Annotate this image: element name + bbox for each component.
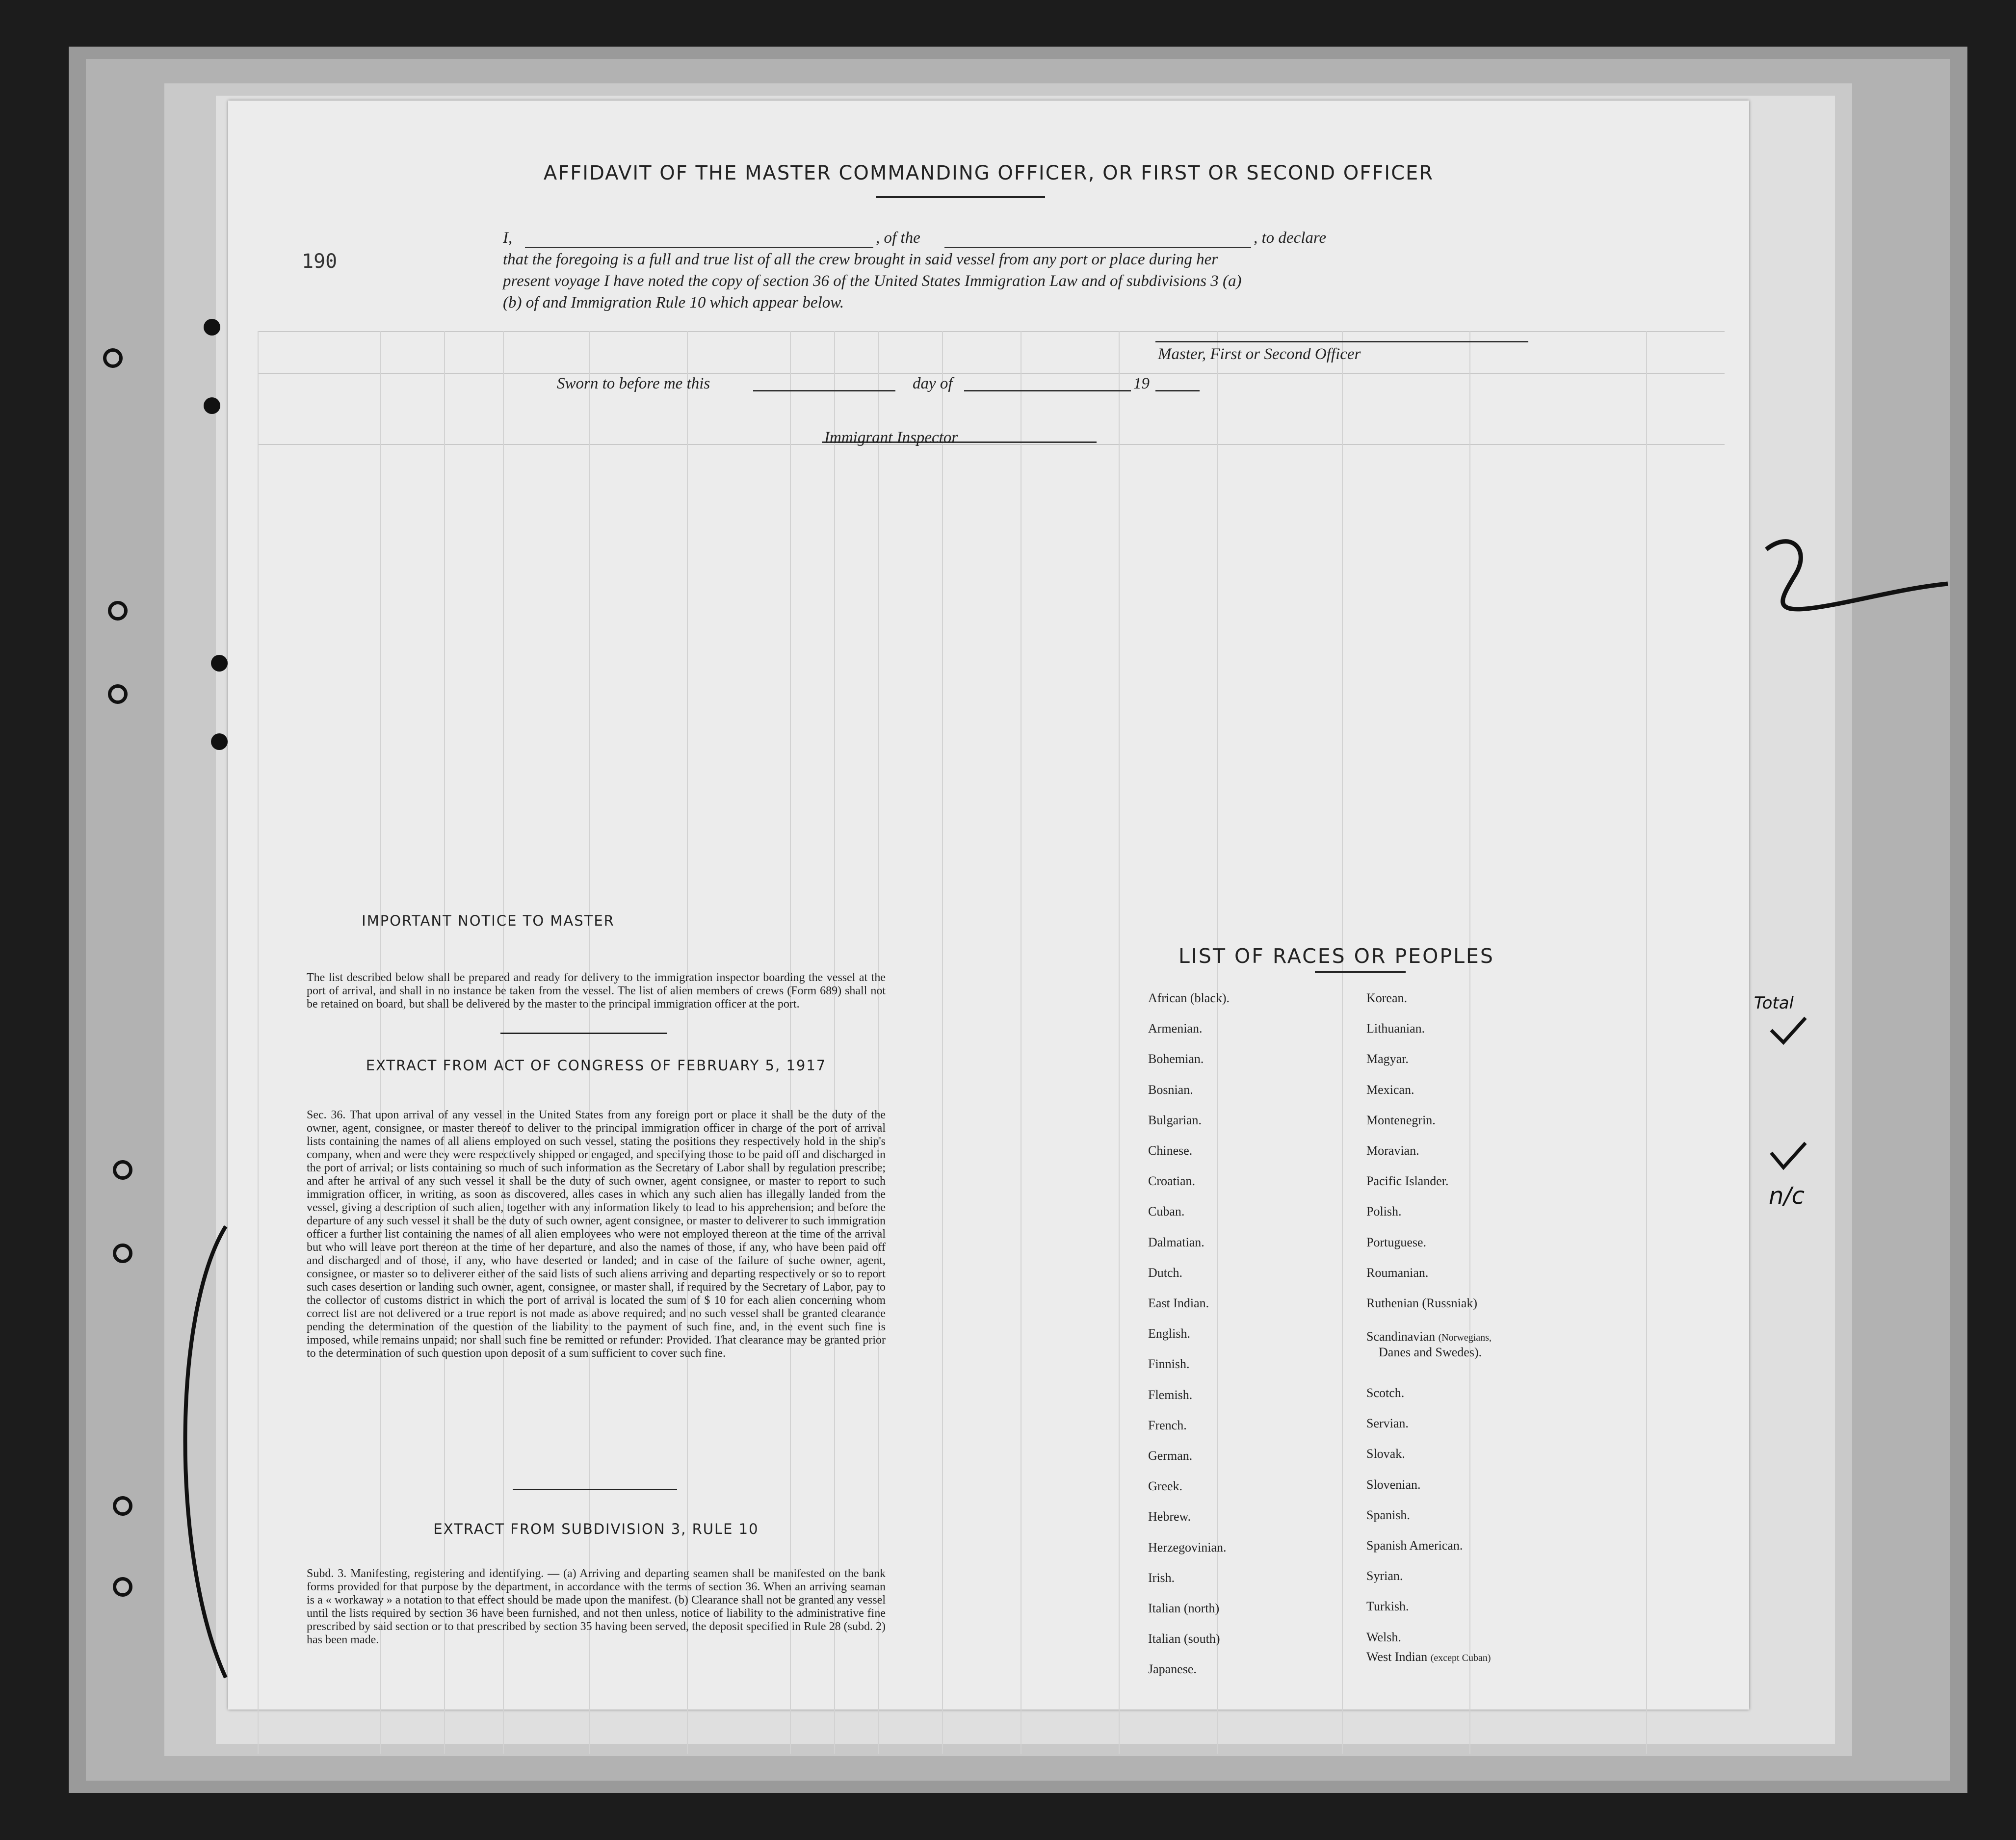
rule-extract-text: Subd. 3. Manifesting, registering and identifying. — (a) Arriving and departing seamen shall be manifested on the bank forms provided for that purpose by the department, in accordance with the terms of section 36. When an arriving seaman is a « workaway » a notation to that effect should be made upon the manifest. (b) Clearance shall not be granted any vessel until the lists required by section 36 have been furnished, and not then unless, notice of liability to the administrative fine prescribed by said section or to that prescribed by section 35 having been served, the deposit specified in Rule 28 (subd. 2) has been made. [307,1567,886,1646]
race-item: Moravian. [1366,1143,1419,1158]
sworn-month-field[interactable] [964,390,1131,391]
race-item: English. [1148,1326,1190,1341]
race-scandinavian-line-2: Danes and Swedes). [1379,1345,1482,1359]
race-item: Herzegovinian. [1148,1540,1227,1555]
race-item: Dutch. [1148,1265,1183,1280]
stamp-number: 190 [302,250,338,273]
punch-hole [113,1160,132,1180]
ghost-column-rule [942,331,943,1754]
ghost-column-rule [1342,331,1343,1754]
vessel-name-field[interactable] [944,247,1251,248]
ghost-table-rule [258,444,1725,445]
race-scandinavian-label: Scandinavian [1366,1329,1436,1344]
race-item: Finnish. [1148,1357,1190,1372]
punch-hole [211,733,228,750]
race-item: Flemish. [1148,1387,1193,1402]
race-item: French. [1148,1418,1187,1432]
race-item: Japanese. [1148,1662,1197,1677]
race-item: Scotch. [1366,1386,1405,1400]
races-title-underline [1315,971,1406,973]
race-item: Bulgarian. [1148,1113,1202,1127]
punch-hole [103,348,123,368]
race-item: Pacific Islander. [1366,1174,1449,1189]
punch-hole [204,397,220,414]
affidavit-line-1 [503,227,1720,251]
race-item: Slovenian. [1366,1477,1421,1492]
race-item: Welsh. [1366,1630,1401,1644]
day-of-label: day of [913,375,953,392]
race-item: Spanish. [1366,1507,1410,1522]
section-divider [500,1033,667,1034]
affidavit-line-3: present voyage I have noted the copy of section 36 of the United States Immigration Law and of subdivisions 3 (a) [503,272,1242,290]
race-item: Armenian. [1148,1021,1203,1036]
affidavit-i: I, [503,229,513,247]
race-item: Dalmatian. [1148,1235,1204,1249]
affidavit-to-declare: , to declare [1254,229,1327,247]
race-item: Polish. [1366,1204,1402,1219]
punch-hole [204,319,220,336]
ghost-column-rule [790,331,791,1754]
affidavit-of-the: , of the [876,229,920,247]
race-item: Magyar. [1366,1052,1409,1066]
ghost-column-rule [258,331,259,1754]
section-divider [513,1489,677,1490]
punch-hole [108,684,128,704]
race-item: German. [1148,1449,1193,1463]
total-label: Total [1754,993,1794,1013]
races-title: LIST OF RACES OR PEOPLES [1178,944,1494,968]
affidavit-line-4: (b) of and Immigration Rule 10 which appear below. [503,294,844,311]
master-signature-label: Master, First or Second Officer [1158,345,1361,363]
act-extract-text: Sec. 36. That upon arrival of any vessel in the United States from any foreign port or place it shall be the duty of the owner, agent, consignee, or master thereof to deliver to the principal immigration officer in charge of the port of arrival lists containing the names of all aliens employed on such vessel, stating the positions they respectively hold in the ship's company, when and were they were respectively shipped or engaged, and specifying those to be paid off and discharged in the port of arrival; or lists containing so much of such information as the Secretary of Labor shall by regulation prescribe; and after he arrival of any such vessel it shall be the duty of such owner, agent consignee, or master to report to such immigration officer, in writing, as soon as discovered, alles cases in which any such alien has illegally landed from the vessel, giving a description of such alien, together with any information likely to lead to his apprehension; and before the departure of any such vessel it shall be the duty of such owner, agent consignee, or master to deliverer to such immigration officer a further list containing the names of all alien employees who were not employed thereon at the time of the arrival but who will leave port thereon at the time of her departure, and also the names of those, if any, who have been paid off and discharged and of those, if any, who have deserted or landed; and in case of the failure of suche owner, agent, consignee, or master so to deliverer either of the said lists of such aliens arriving and departing respectively or so to report such cases desertion or landing such owner, agent, consignee, or master shall, if required by the Secretary of Labor, pay to the collector of customs district in which the port of arrival is located the sum of $ 10 for each alien concerning whom correct list are not delivered or a true report is not made as above required; and no such vessel shall be granted clearance pending the determination of the question of the liability to the payment of such fine, and, in the event such fine is imposed, while remains unpaid; nor shall such fine be remitted or refunder: Provided. That clearance may be granted prior to the determination of such question upon deposit of a sum sufficient to cover such fine. [307,1109,886,1360]
race-item: Ruthenian (Russniak) [1366,1296,1478,1310]
ghost-column-rule [1119,331,1120,1754]
race-item: Spanish American. [1366,1538,1463,1553]
race-item: Montenegrin. [1366,1113,1436,1127]
ghost-column-rule [834,331,835,1754]
ghost-column-rule [444,331,445,1754]
ghost-table-rule [258,331,1725,332]
ghost-column-rule [589,331,590,1754]
act-extract-heading: EXTRACT FROM ACT OF CONGRESS OF FEBRUARY 5, 1917 [366,1057,827,1074]
race-item: Italian (north) [1148,1601,1220,1615]
race-item: Bosnian. [1148,1082,1193,1097]
race-scandinavian [1366,1329,1492,1344]
race-item: Chinese. [1148,1143,1193,1158]
punch-hole [113,1496,132,1516]
punch-hole [113,1577,132,1597]
notice-heading: IMPORTANT NOTICE TO MASTER [362,912,615,929]
race-item: Cuban. [1148,1204,1185,1219]
sworn-year-field[interactable] [1155,390,1200,391]
title-underline [876,196,1045,198]
affidavit-line-2: that the foregoing is a full and true list of all the crew brought in said vessel from any port or place during her [503,251,1218,268]
master-signature-field[interactable] [1155,341,1528,342]
race-scandinavian-paren: (Norwegians, [1438,1332,1492,1343]
race-item: Korean. [1366,991,1408,1005]
race-item: Mexican. [1366,1082,1414,1097]
ghost-column-rule [687,331,688,1754]
punch-hole [108,601,128,621]
ghost-table-rule [258,373,1725,374]
race-item: Slovak. [1366,1447,1405,1461]
race-item: Roumanian. [1366,1265,1429,1280]
race-item: Hebrew. [1148,1509,1191,1524]
punch-hole [211,655,228,672]
inspector-label: Immigrant Inspector [824,429,958,446]
race-item: East Indian. [1148,1296,1209,1310]
handwritten-mark [1752,520,1958,628]
ghost-column-rule [1469,331,1470,1754]
race-item: Croatian. [1148,1174,1196,1189]
ghost-column-rule [878,331,879,1754]
race-west-indian-paren: (except Cuban) [1430,1653,1491,1663]
race-item: Bohemian. [1148,1052,1204,1066]
handwritten-note: n/c [1769,1182,1805,1210]
checkmark-annotation [1761,1011,1859,1050]
master-name-field[interactable] [525,247,873,248]
race-west-indian-label: West Indian [1366,1650,1428,1664]
affidavit-form-page [228,101,1749,1710]
punch-hole [113,1244,132,1263]
race-item: Syrian. [1366,1569,1403,1583]
ghost-column-rule [1646,331,1647,1754]
race-item: Italian (south) [1148,1632,1220,1646]
race-item: Portuguese. [1366,1235,1427,1249]
year-prefix: 19 [1133,375,1150,392]
affidavit-title: AFFIDAVIT OF THE MASTER COMMANDING OFFICER, OR FIRST OR SECOND OFFICER [543,162,1434,184]
race-west-indian [1366,1650,1491,1664]
ghost-column-rule [380,331,381,1754]
sworn-label: Sworn to before me this [557,375,710,392]
checkmark-annotation [1761,1133,1859,1177]
notice-text: The list described below shall be prepared and ready for delivery to the immigration inspector boarding the vessel at the port of arrival, and shall in no instance be taken from the vessel. The list of alien members of crews (Form 689) shall not be retained on board, but shall be delivered by the master to the principal immigration officer at the port. [307,971,886,1011]
race-item: Greek. [1148,1479,1183,1494]
sworn-day-field[interactable] [753,390,895,391]
race-item: Lithuanian. [1366,1021,1425,1036]
ghost-column-rule [503,331,504,1754]
race-item: Irish. [1148,1570,1175,1585]
race-item: Servian. [1366,1416,1409,1431]
rule-extract-heading: EXTRACT FROM SUBDIVISION 3, RULE 10 [433,1521,759,1537]
race-item: African (black). [1148,991,1230,1005]
race-item: Turkish. [1366,1599,1409,1614]
